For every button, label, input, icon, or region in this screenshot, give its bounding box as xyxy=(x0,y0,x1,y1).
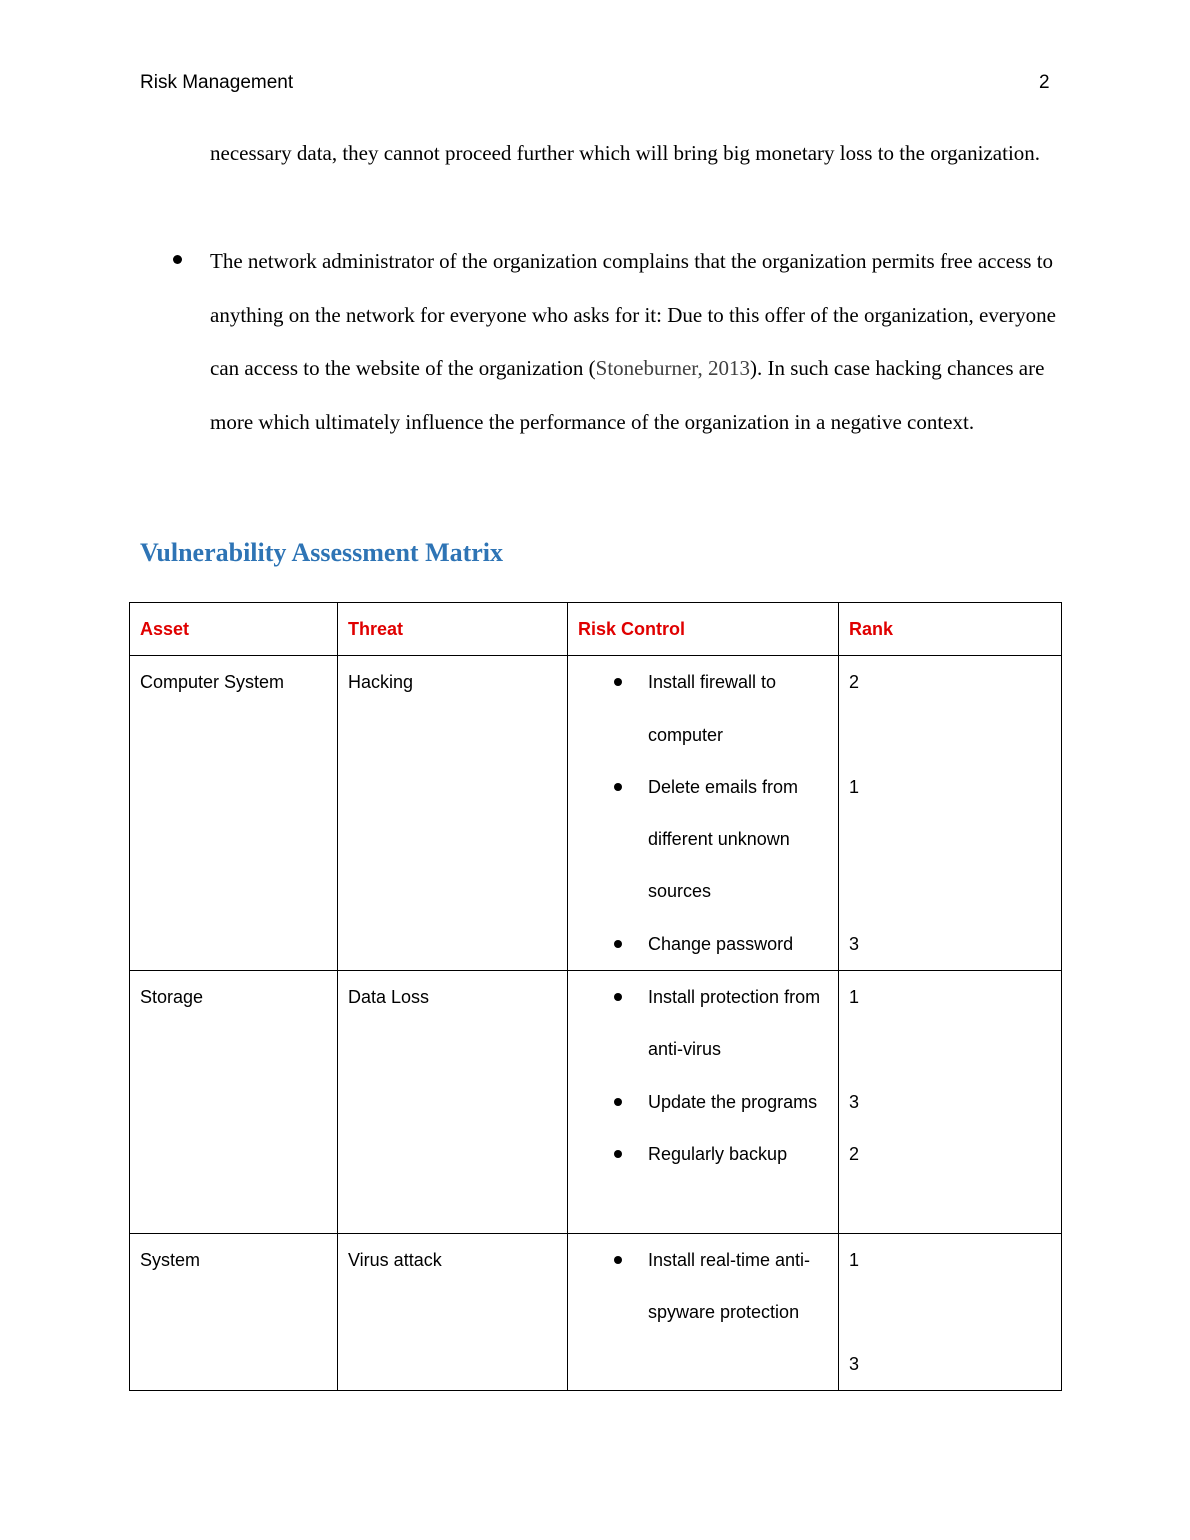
vulnerability-matrix-table xyxy=(129,602,1062,1391)
rank-value: 3 xyxy=(849,933,860,954)
list-item xyxy=(648,1076,828,1128)
paragraph-text: The network administrator of the organization complains that the organization permits free access to anything on the network for everyone who asks for it: Due to this offer of the organization, everyone can access to the website of the organization ( xyxy=(210,249,1056,381)
rank-value: 3 xyxy=(849,1091,860,1112)
table-row xyxy=(130,1233,1062,1391)
risk-control-list xyxy=(578,971,828,1180)
rank-value xyxy=(849,865,1051,917)
citation: Stoneburner, 2013 xyxy=(595,356,750,381)
body-paragraph-continued: necessary data, they cannot proceed further which will bring big monetary loss to the organization. xyxy=(210,141,1041,165)
control-text: Change password xyxy=(648,933,794,954)
control-text: Update the programs xyxy=(648,1091,818,1112)
page-number: 2 xyxy=(1039,72,1050,93)
bullet-icon xyxy=(614,1150,622,1158)
threat-cell: Virus attack xyxy=(338,1233,568,1391)
bullet-icon xyxy=(614,783,622,791)
list-item xyxy=(648,1234,828,1339)
threat-cell: Data Loss xyxy=(338,971,568,1233)
bullet-icon xyxy=(614,678,622,686)
section-heading: Vulnerability Assessment Matrix xyxy=(140,538,504,567)
header-threat: Threat xyxy=(338,603,568,656)
control-text: Install protection from anti-virus xyxy=(648,987,821,1060)
bullet-icon xyxy=(614,1256,622,1264)
bullet-icon xyxy=(614,1098,622,1106)
threat-cell: Hacking xyxy=(338,656,568,971)
control-text: Install real-time anti-spyware protection xyxy=(648,1249,811,1322)
bullet-icon xyxy=(614,993,622,1001)
table-header-row xyxy=(130,603,1062,656)
rank-value xyxy=(849,1023,1051,1075)
risk-control-cell xyxy=(568,656,839,971)
rank-value xyxy=(849,1180,1051,1232)
paragraph-text: ). In such case hacking chances are more which ultimately influence the performance of the organization in a negative context. xyxy=(210,356,1045,434)
risk-control-list xyxy=(578,656,828,970)
risk-control-cell xyxy=(568,971,839,1233)
table-row xyxy=(130,971,1062,1233)
asset-cell: Computer System xyxy=(130,656,338,971)
list-item xyxy=(648,656,828,761)
rank-cell xyxy=(839,1233,1062,1391)
bullet-icon xyxy=(614,940,622,948)
asset-cell: System xyxy=(130,1233,338,1391)
rank-value: 1 xyxy=(849,776,860,797)
header-rank: Rank xyxy=(839,603,1062,656)
risk-control-cell xyxy=(568,1233,839,1391)
list-item xyxy=(648,761,828,918)
table-row xyxy=(130,656,1062,971)
running-header-title: Risk Management xyxy=(140,72,294,93)
list-item xyxy=(648,918,828,970)
rank-value: 2 xyxy=(849,672,860,693)
list-item xyxy=(648,1128,828,1180)
rank-value: 3 xyxy=(849,1354,860,1375)
control-text: Delete emails from different unknown sources xyxy=(648,776,799,902)
rank-value: 2 xyxy=(849,1143,860,1164)
rank-value: 1 xyxy=(849,1249,860,1270)
header-risk-control: Risk Control xyxy=(568,603,839,656)
rank-value xyxy=(849,709,1051,761)
risk-control-list xyxy=(578,1234,828,1339)
rank-cell xyxy=(839,971,1062,1233)
header-asset: Asset xyxy=(130,603,338,656)
rank-value: 1 xyxy=(849,987,860,1008)
bullet-icon xyxy=(173,255,182,264)
control-text: Install firewall to computer xyxy=(648,672,777,745)
asset-cell: Storage xyxy=(130,971,338,1233)
rank-cell xyxy=(839,656,1062,971)
body-paragraph-bullet xyxy=(210,235,1070,449)
rank-value xyxy=(849,1286,1051,1338)
control-text: Regularly backup xyxy=(648,1143,788,1164)
rank-value xyxy=(849,813,1051,865)
list-item xyxy=(648,971,828,1076)
